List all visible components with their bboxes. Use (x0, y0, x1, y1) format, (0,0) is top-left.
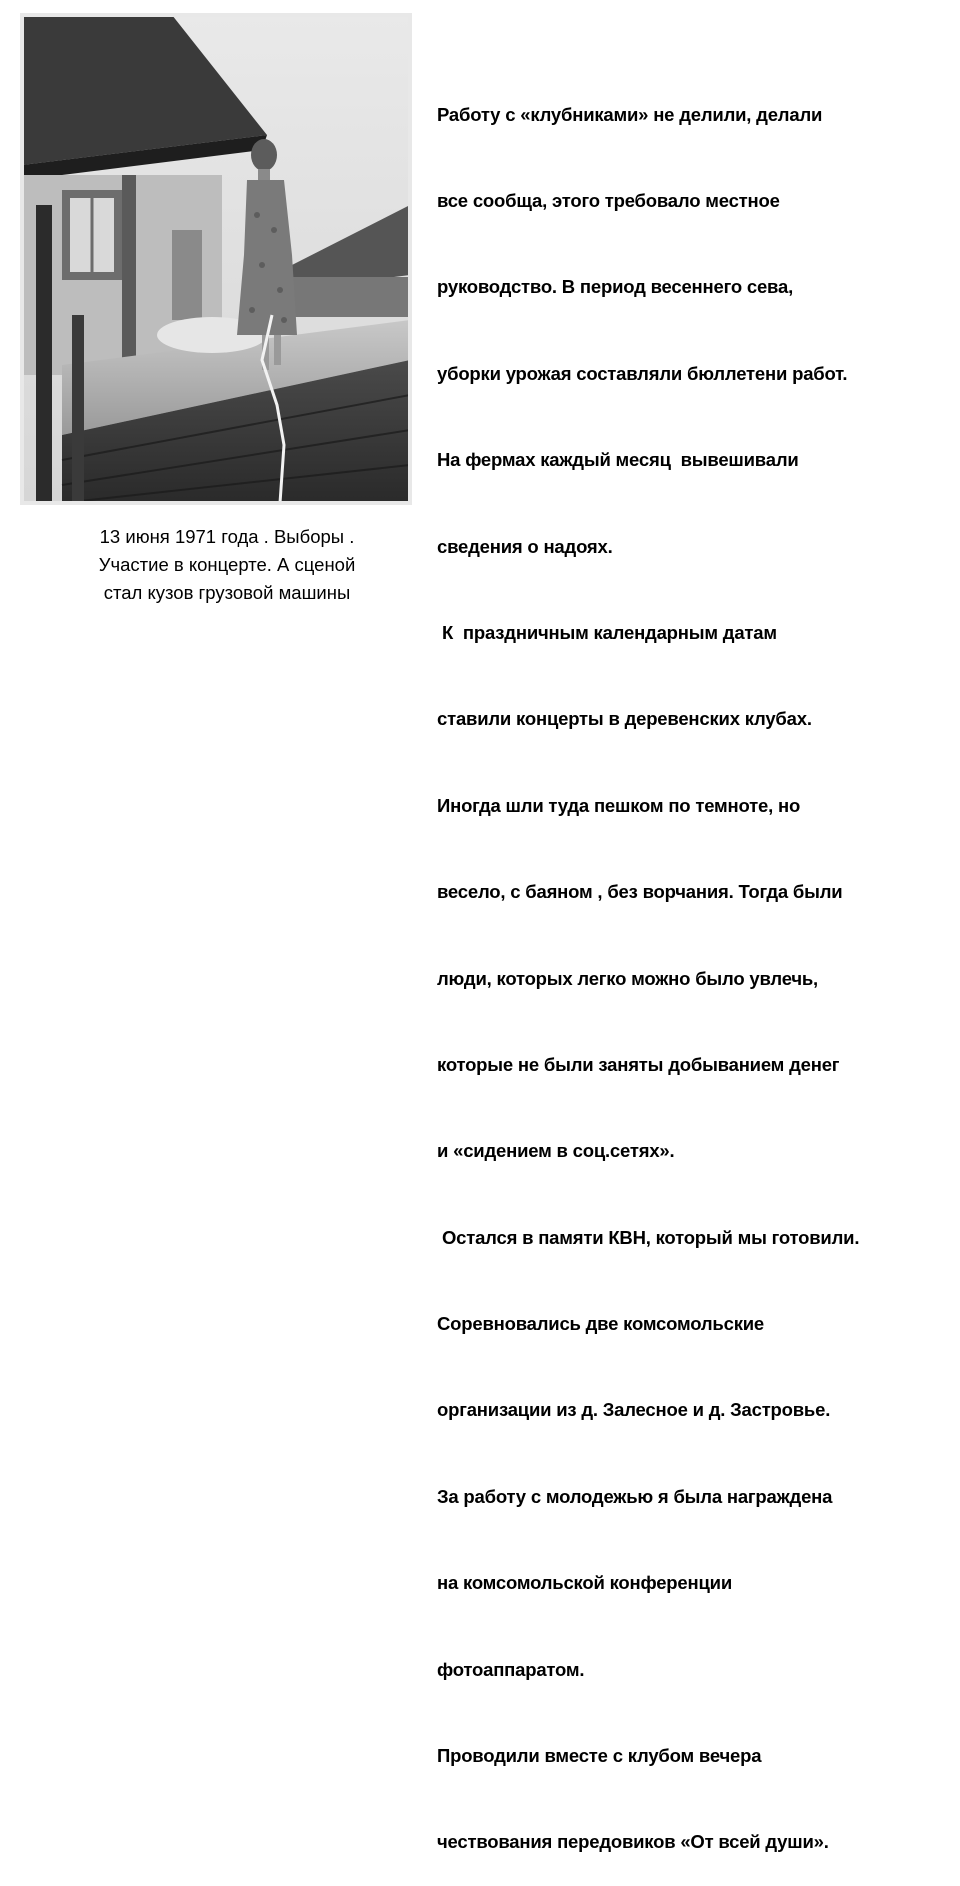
text-line: чествования передовиков «От всей души». (437, 1831, 829, 1853)
text-line: Остался в памяти КВН, который мы готовили. (437, 1226, 860, 1248)
memoir-text (437, 43, 952, 1886)
historical-photo (22, 15, 410, 503)
text-line: К праздничным календарным датам (437, 621, 777, 643)
text-line: которые не были заняты добыванием денег (437, 1053, 840, 1075)
text-line: сведения о надоях. (437, 535, 613, 557)
text-line: и «сидением в соц.сетях». (437, 1140, 675, 1162)
text-line: на комсомольской конференции (437, 1572, 732, 1594)
text-line: Проводили вместе с клубом вечера (437, 1745, 762, 1767)
text-line: уборки урожая составляли бюллетени работ. (437, 362, 848, 384)
text-line: люди, которых легко можно было увлечь, (437, 967, 818, 989)
text-line: Работу с «клубниками» не делили, делали (437, 103, 823, 125)
caption-line: 13 июня 1971 года . Выборы . (99, 526, 355, 547)
text-line: руководство. В период весеннего сева, (437, 276, 794, 298)
text-line: весело, с баяном , без ворчания. Тогда были (437, 881, 843, 903)
text-line: все сообща, этого требовало местное (437, 189, 780, 211)
vintage-photo-woman-on-truck-bed-icon (22, 15, 410, 503)
caption-line: Участие в концерте. А сценой (98, 554, 356, 575)
text-line: фотоаппаратом. (437, 1658, 585, 1680)
text-line: На фермах каждый месяц вывешивали (437, 449, 799, 471)
caption-line: стал кузов грузовой машины (103, 582, 351, 603)
text-line: ставили концерты в деревенских клубах. (437, 708, 812, 730)
text-line: Соревновались две комсомольские (437, 1313, 765, 1335)
photo-caption (22, 523, 432, 607)
text-line: За работу с молодежью я была награждена (437, 1485, 833, 1507)
text-line: Иногда шли туда пешком по темноте, но (437, 794, 801, 816)
text-line: организации из д. Залесное и д. Застровье. (437, 1399, 831, 1421)
